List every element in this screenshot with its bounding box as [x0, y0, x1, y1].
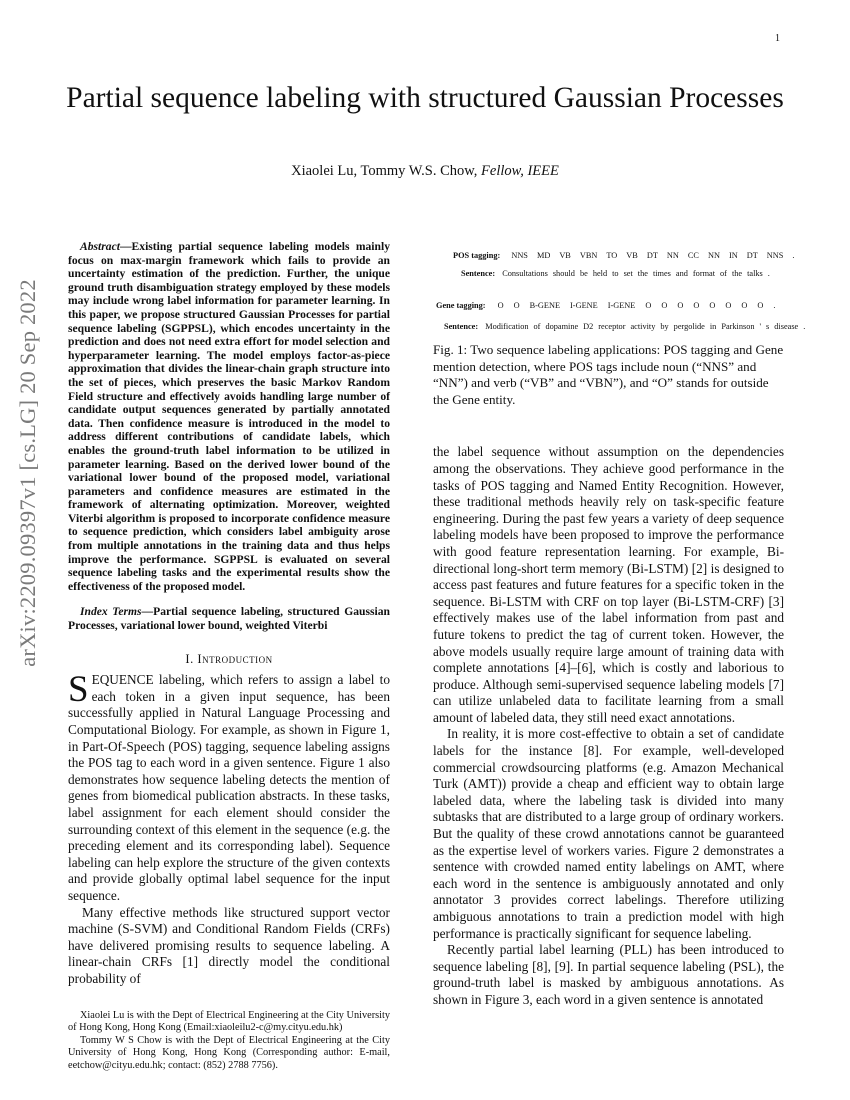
pos-tag: NNS: [766, 251, 784, 260]
sentence1-word: and: [675, 269, 688, 278]
pos-tag: .: [792, 251, 795, 260]
sentence1-word: should: [552, 269, 575, 278]
sentence1-word: held: [592, 269, 608, 278]
sentence2-word: .: [803, 322, 806, 331]
gene-tag: O: [677, 301, 684, 310]
intro-p1-text: EQUENCE labeling, which refers to assign a label to each token in a given input sequence, has been successfully applied in Natural Language Processing and Computational Biology. For example, as shown in Figure 1, in Part-Of-Speech (POS) tagging, sequence labeling assigns the POS tag to each word in a given sentence. Figure 1 also demonstrates how sequence labeling detects the mention of genes from biomedical publication abstracts. In these tasks, label assignment for each element should consider the surrounding context of this element in the sequence (e.g. the preceding element and its corresponding label). Sequence labeling can help explore the structure of the given contexts and provide globally optimal label sequence for the input sequence.: [68, 672, 390, 903]
author-fellow: Fellow, IEEE: [481, 163, 559, 179]
footnotes: [68, 1010, 390, 1073]
sentence1-word: be: [579, 269, 588, 278]
page-number: 1: [775, 33, 780, 44]
sentence1-row: [461, 266, 770, 283]
gene-tag: O: [513, 301, 520, 310]
arxiv-stamp: [8, 268, 48, 678]
paper-title: Partial sequence labeling with structured Gaussian Processes: [66, 82, 784, 114]
gene-tag: O: [725, 301, 732, 310]
sentence2-label: Sentence:: [444, 322, 479, 331]
gene-tag: O: [741, 301, 748, 310]
gene-row: [436, 298, 775, 315]
gene-tag: .: [773, 301, 776, 310]
pos-tag: CC: [687, 251, 699, 260]
gene-tag: O: [661, 301, 668, 310]
abstract-label: Abstract: [80, 240, 120, 253]
sentence2-word: s: [766, 322, 770, 331]
sentence1-word: format: [692, 269, 716, 278]
pos-tag: VB: [559, 251, 571, 260]
pos-tag: DT: [746, 251, 758, 260]
sentence2-row: [444, 319, 805, 336]
gene-tag: O: [497, 301, 504, 310]
index-terms-label: Index Terms: [80, 605, 142, 619]
pos-tag: NN: [707, 251, 720, 260]
sentence1-word: set: [623, 269, 633, 278]
intro-paragraph-2: Many effective methods like structured support vector machine (S-SVM) and Conditional Random Fields (CRFs) have delivered promising results to sequence labeling. A linear-chain CRFs [1] directly model the conditional probability of: [68, 904, 390, 986]
sentence2-word: pergolide: [673, 322, 705, 331]
gene-label: Gene tagging:: [436, 301, 486, 310]
author-line: [60, 163, 790, 180]
pos-tag: TO: [606, 251, 618, 260]
pos-tag: VB: [626, 251, 638, 260]
sentence2-word: receptor: [598, 322, 626, 331]
footnote-2: Tommy W S Chow is with the Dept of Electrical Engineering at the City University of Hong Kong, Hong Kong (Corresponding author: E-mail, eetchow@cityu.edu.hk; contact: (852) 2788 7756).: [68, 1034, 390, 1071]
pos-tag: NN: [666, 251, 679, 260]
sentence2-word: Parkinson: [721, 322, 755, 331]
sentence2-words: [480, 322, 805, 331]
sentence1-word: times: [652, 269, 671, 278]
left-column: [68, 240, 390, 1072]
gene-tag: O: [693, 301, 700, 310]
abstract: [68, 240, 390, 593]
sentence1-word: .: [767, 269, 770, 278]
pos-tag: IN: [728, 251, 738, 260]
figure-caption: Fig. 1: Two sequence labeling applications: POS tagging and Gene mention detection, where POS tags include noun (“NNS” and “NN”) and verb (“VB” and “VBN”), and “O” stands for outside the Gene entity.: [433, 342, 784, 407]
figure-1: [433, 244, 806, 334]
sentence1-label: Sentence:: [461, 269, 496, 278]
sentence1-word: the: [637, 269, 648, 278]
index-terms-text: —Partial sequence labeling, structured Gaussian Processes, variational lower bound, weighted Viterbi: [68, 605, 390, 633]
right-paragraph-2: In reality, it is more cost-effective to obtain a set of candidate labels for the instance [8]. For example, well-developed commercial crowdsourcing platforms (e.g. Amazon Mechanical Turk (AMT)) provide a cheap and efficient way to obtain large labeled data, where the labeling task is divided into many subtasks that are distributed to a large group of ordinary workers. But the quality of these crowd annotations cannot be guaranteed as the expertise level of workers varies. Figure 2 demonstrates a sentence with crowded named entity labelings on AMT, where each word in the sentence is ambiguously annotated and only annotator 3 provides correct labelings. Therefore utilizing ambiguous annotations to train a prediction model with high performance is practically significant for sequence labeling.: [433, 726, 784, 941]
gene-tag: I-GENE: [570, 301, 598, 310]
arxiv-id: arXiv:2209.09397v1 [cs.LG] 20 Sep 2022: [15, 279, 40, 667]
gene-tag: B-GENE: [529, 301, 561, 310]
pos-tag: MD: [536, 251, 551, 260]
index-terms: [68, 605, 390, 632]
drop-cap: S: [68, 669, 89, 711]
pos-tag: DT: [646, 251, 658, 260]
pos-label: POS tagging:: [453, 251, 501, 260]
pos-row: [453, 248, 794, 265]
sentence1-word: the: [731, 269, 743, 278]
sentence2-word: in: [709, 322, 717, 331]
sentence1-word: talks: [747, 269, 763, 278]
sentence1-word: of: [720, 269, 727, 278]
gene-tag: O: [645, 301, 652, 310]
right-paragraph-3: Recently partial label learning (PLL) has been introduced to sequence labeling [8], [9]. In partial sequence labeling (PSL), the ground-truth label is masked by ambiguous annotations. As shown in Figure 3, each word in a given sentence is annotated: [433, 942, 784, 1007]
sentence2-word: by: [660, 322, 669, 331]
gene-tag: O: [709, 301, 716, 310]
pos-tag: VBN: [579, 251, 598, 260]
sentence1-words: [497, 269, 770, 278]
pos-tag: NNS: [511, 251, 528, 260]
author-names: Xiaolei Lu, Tommy W.S. Chow,: [291, 163, 482, 179]
gene-tag: I-GENE: [607, 301, 636, 310]
abstract-text: —Existing partial sequence labeling models mainly focus on max-margin framework which fails to provide an uncertainty estimation of the prediction. Further, the unique ground truth disambiguation strategy employed by these models may include wrong label information for parameter learning. In this paper, we propose structured Gaussian Processes for partial sequence labeling (SGPPSL), which encodes uncertainty in the prediction and does not need extra effort for model selection and hyperparameter learning. The model employs factor-as-piece approximation that divides the linear-chain graph structure into the set of pieces, which preserves the basic Markov Random Field structure and effectively avoids handling large number of candidate output sequences generated by partially annotated data. Then confidence measure is introduced in the model to address different contributions of candidate labels, which enables the ground-truth label information to be utilized in parameter learning. Based on the derived lower bound of the variational lower bound of the proposed model, variational parameters and confidence measures are estimated in the framework of alternating optimization. Moreover, weighted Viterbi algorithm is proposed to incorporate confidence measure to sequence prediction, which considers label ambiguity arose from multiple annotations in the training data and thus helps improve the performance. SGPPSL is evaluated on several sequence labeling tasks and the experimental results show the effectiveness of the proposed model.: [68, 240, 390, 593]
footnote-1: Xiaolei Lu is with the Dept of Electrical Engineering at the City University of Hong Kong, Hong Kong (Email:xiaoleilu2-c@my.cityu.edu.hk): [68, 1009, 390, 1034]
sentence2-word: activity: [630, 322, 656, 331]
sentence2-word: disease: [774, 322, 799, 331]
intro-paragraph-1: [68, 669, 390, 904]
sentence2-word: ': [759, 322, 762, 331]
right-paragraph-1: the label sequence without assumption on the dependencies among the observations. They achieve good performance in the tasks of POS tagging and Named Entity Recognition. However, these traditional methods heavily rely on task-specific feature engineering. During the past few years a variety of deep sequence labeling models have been proposed to improve the performance with good feature representation learning. For example, Bi-directional long-short term memory (Bi-LSTM) [2] is designed to access past features and future features for a specific token in the sequence. Bi-LSTM with CRF on top layer (Bi-LSTM-CRF) [3] effectively makes use of the label information from past and future tokens to predict the tag of current token. However, the above models usually require large amount of training data with complete annotations [4]–[6], which is costly and laborious to produce. Although semi-supervised sequence labeling models [7] can utilize unlabeled data to facilitate learning from a small amount of labeled data, they still need exact annotations.: [433, 444, 784, 725]
pos-tags: [502, 251, 794, 260]
sentence1-word: Consultations: [502, 269, 548, 278]
right-column: [433, 244, 806, 1009]
gene-tag: O: [757, 301, 764, 310]
sentence2-word: Modification: [485, 322, 529, 331]
sentence1-word: to: [612, 269, 619, 278]
sentence2-word: dopamine: [545, 322, 579, 331]
sentence2-word: D2: [583, 322, 594, 331]
gene-tags: [488, 301, 776, 310]
sentence2-word: of: [533, 322, 541, 331]
right-body: [433, 444, 784, 1008]
section-heading: I. Introduction: [185, 651, 273, 666]
